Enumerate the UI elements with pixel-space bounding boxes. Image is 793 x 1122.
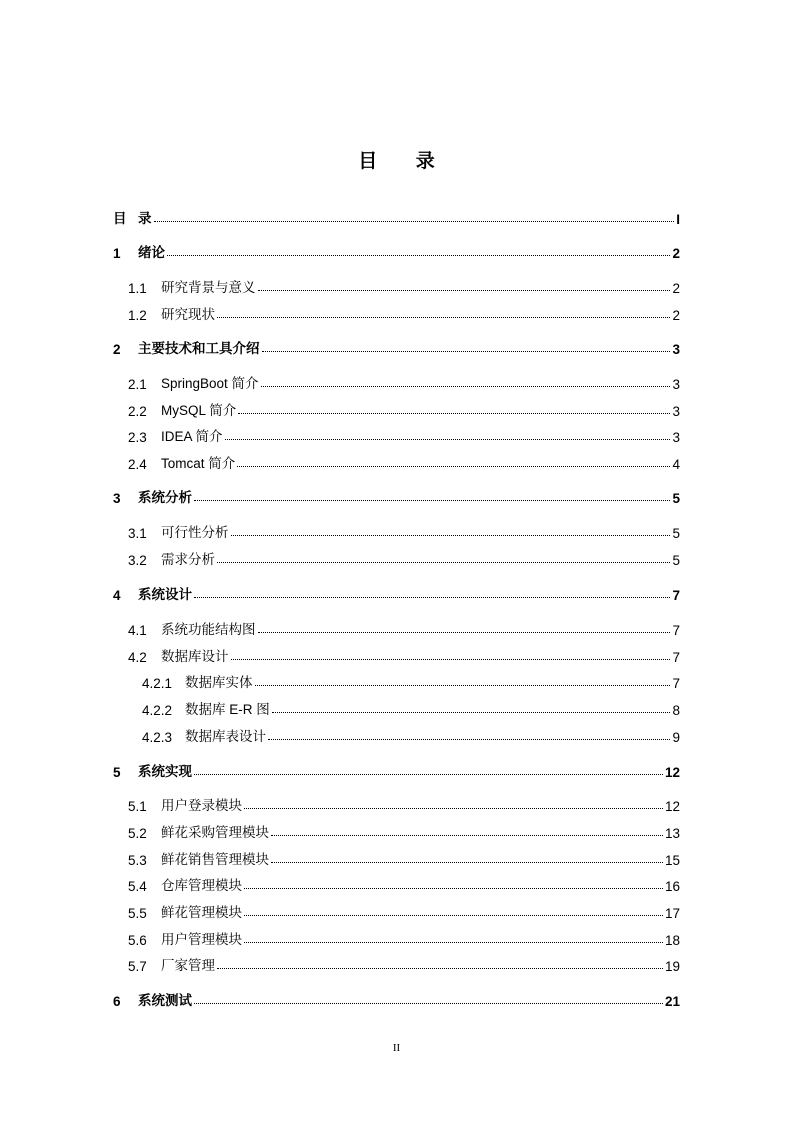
toc-entry[interactable] [142, 671, 680, 691]
toc-entry-page: 12 [664, 799, 680, 814]
toc-entry-number: 5.2 [128, 826, 147, 841]
toc-entry-page: 17 [664, 906, 680, 921]
toc-leader-dots [262, 351, 671, 352]
toc-entry-page: 7 [672, 588, 680, 603]
toc-entry-title: 数据库实体 [185, 675, 253, 690]
toc-leader-dots [217, 968, 663, 969]
toc-leader-dots [255, 685, 671, 686]
toc-leader-dots [258, 632, 671, 633]
toc-leader-dots [167, 255, 670, 256]
toc-entry-page: 7 [672, 676, 680, 691]
toc-entry-number: 2 [113, 342, 121, 357]
toc-entry-page: 4 [672, 457, 680, 472]
toc-entry-number: 4.2.2 [142, 703, 173, 718]
toc-entry-page: 2 [672, 246, 680, 261]
toc-entry-title: 仓库管理模块 [161, 878, 242, 893]
toc-entry-page: 19 [664, 959, 680, 974]
toc-entry[interactable] [128, 618, 680, 638]
toc-entry[interactable] [113, 989, 680, 1009]
toc-entry-number: 3 [113, 491, 121, 506]
toc-entry-page: 12 [664, 765, 680, 780]
toc-entry-number: 2.4 [128, 457, 147, 472]
toc-entry-page: 5 [672, 526, 680, 541]
toc-leader-dots [258, 290, 671, 291]
toc-entry[interactable] [128, 548, 680, 568]
toc-leader-dots [154, 221, 675, 222]
toc-leader-dots [194, 500, 670, 501]
toc-entry-number: 5.7 [128, 959, 147, 974]
toc-entry-page: 21 [664, 994, 680, 1009]
toc-entry[interactable] [113, 583, 680, 603]
toc-entry[interactable] [128, 452, 680, 472]
toc-entry-number: 4.2 [128, 650, 147, 665]
toc-entry-page: 5 [672, 553, 680, 568]
page-number: II [392, 1042, 401, 1054]
toc-entry-title: 用户登录模块 [161, 798, 242, 813]
toc-entry-title: 用户管理模块 [161, 932, 242, 947]
toc-entry-number: 2.2 [128, 404, 147, 419]
toc-leader-dots [244, 915, 663, 916]
toc-entry[interactable] [128, 303, 680, 323]
toc-entry-title: SpringBoot 简介 [161, 376, 259, 391]
toc-leader-dots [217, 562, 670, 563]
toc-entry-title: 数据库设计 [161, 649, 229, 664]
toc-entry-title: MySQL 简介 [161, 403, 237, 418]
toc-entry-title: 系统实现 [138, 764, 192, 779]
toc-entry[interactable] [142, 725, 680, 745]
toc-entry-title: 系统功能结构图 [161, 622, 256, 637]
toc-entry-title: IDEA 简介 [161, 429, 223, 444]
toc-entry-title: 录 [138, 211, 152, 226]
toc-entry-page: 15 [664, 853, 680, 868]
toc-leader-dots [194, 774, 663, 775]
toc-entry-title: 鲜花采购管理模块 [161, 825, 269, 840]
toc-entry[interactable] [128, 521, 680, 541]
toc-entry-page: 2 [672, 281, 680, 296]
toc-entry-number: 5.6 [128, 933, 147, 948]
toc-entry[interactable] [128, 821, 680, 841]
toc-entry[interactable] [128, 848, 680, 868]
toc-leader-dots [268, 739, 670, 740]
toc-entry-page: 13 [664, 826, 680, 841]
toc-entry-page: 8 [672, 703, 680, 718]
toc-entry[interactable] [128, 372, 680, 392]
toc-leader-dots [194, 597, 670, 598]
toc-entry[interactable] [128, 954, 680, 974]
toc-leader-dots [238, 413, 670, 414]
toc-entry-title: 系统分析 [138, 490, 192, 505]
toc-leader-dots [194, 1003, 663, 1004]
toc-entry-page: 9 [672, 730, 680, 745]
toc-entry-number: 6 [113, 994, 121, 1009]
toc-leader-dots [237, 466, 670, 467]
toc-entry[interactable] [113, 337, 680, 357]
toc-entry-number: 4.2.1 [142, 676, 173, 691]
toc-entry[interactable] [113, 760, 680, 780]
toc-entry[interactable] [113, 486, 680, 506]
toc-entry-number: 5.3 [128, 853, 147, 868]
toc-entry-title: 绪论 [138, 245, 165, 260]
toc-entry-number: 1.1 [128, 281, 147, 296]
toc-entry-page: 7 [672, 623, 680, 638]
toc-entry-number: 4.1 [128, 623, 147, 638]
toc-entry[interactable] [128, 425, 680, 445]
toc-entry-number: 目 [113, 211, 127, 226]
toc-entry-number: 2.1 [128, 377, 147, 392]
toc-entry-title: 厂家管理 [161, 958, 215, 973]
toc-entry-title: Tomcat 简介 [161, 456, 236, 471]
toc-entry-number: 1 [113, 246, 121, 261]
toc-leader-dots [225, 439, 671, 440]
toc-leader-dots [261, 386, 671, 387]
toc-leader-dots [244, 888, 663, 889]
toc-entry[interactable] [128, 645, 680, 665]
toc-entry[interactable] [128, 928, 680, 948]
toc-entry-page: 3 [672, 430, 680, 445]
toc-entry-number: 5.5 [128, 906, 147, 921]
toc-entry-title: 可行性分析 [161, 525, 229, 540]
toc-entry-number: 5.1 [128, 799, 147, 814]
toc-leader-dots [244, 942, 663, 943]
toc-entry-page: 7 [672, 650, 680, 665]
toc-entry-page: 3 [672, 377, 680, 392]
toc-entry-number: 1.2 [128, 308, 147, 323]
toc-entry-title: 鲜花销售管理模块 [161, 852, 269, 867]
toc-entry-title: 数据库 E-R 图 [185, 702, 270, 717]
toc-entry-number: 2.3 [128, 430, 147, 445]
toc-entry[interactable] [142, 698, 680, 718]
toc-entry-page: I [676, 212, 680, 227]
toc-entry-number: 5.4 [128, 879, 147, 894]
toc-entry-page: 16 [664, 879, 680, 894]
toc-entry-title: 研究现状 [161, 307, 215, 322]
toc-entry-number: 4 [113, 588, 121, 603]
toc-entry[interactable] [113, 241, 680, 261]
toc-entry-title: 鲜花管理模块 [161, 905, 242, 920]
toc-entry-page: 3 [672, 342, 680, 357]
toc-entry-page: 3 [672, 404, 680, 419]
toc-leader-dots [244, 808, 663, 809]
page-title: 目 录 [358, 150, 451, 172]
toc-entry[interactable] [128, 794, 680, 814]
toc-entry-title: 数据库表设计 [185, 729, 266, 744]
toc-entry-number: 3.2 [128, 553, 147, 568]
toc-entry-title: 研究背景与意义 [161, 280, 256, 295]
toc-entry[interactable] [128, 399, 680, 419]
toc-entry-number: 5 [113, 765, 121, 780]
toc-entry-number: 3.1 [128, 526, 147, 541]
toc-leader-dots [231, 535, 671, 536]
toc-leader-dots [231, 659, 671, 660]
toc-entry-title: 主要技术和工具介绍 [138, 341, 260, 356]
toc-leader-dots [217, 317, 670, 318]
toc-entry-number: 4.2.3 [142, 730, 173, 745]
toc-leader-dots [272, 712, 671, 713]
toc-leader-dots [271, 862, 663, 863]
toc-entry-page: 5 [672, 491, 680, 506]
toc-entry-title: 系统测试 [138, 993, 192, 1008]
toc-leader-dots [271, 835, 663, 836]
toc-entry[interactable] [113, 207, 680, 227]
toc-entry-page: 18 [664, 933, 680, 948]
toc-entry-title: 系统设计 [138, 587, 192, 602]
toc-entry[interactable] [128, 901, 680, 921]
toc-entry[interactable] [128, 276, 680, 296]
toc-entry[interactable] [128, 874, 680, 894]
toc-entry-page: 2 [672, 308, 680, 323]
toc-entry-title: 需求分析 [161, 552, 215, 567]
